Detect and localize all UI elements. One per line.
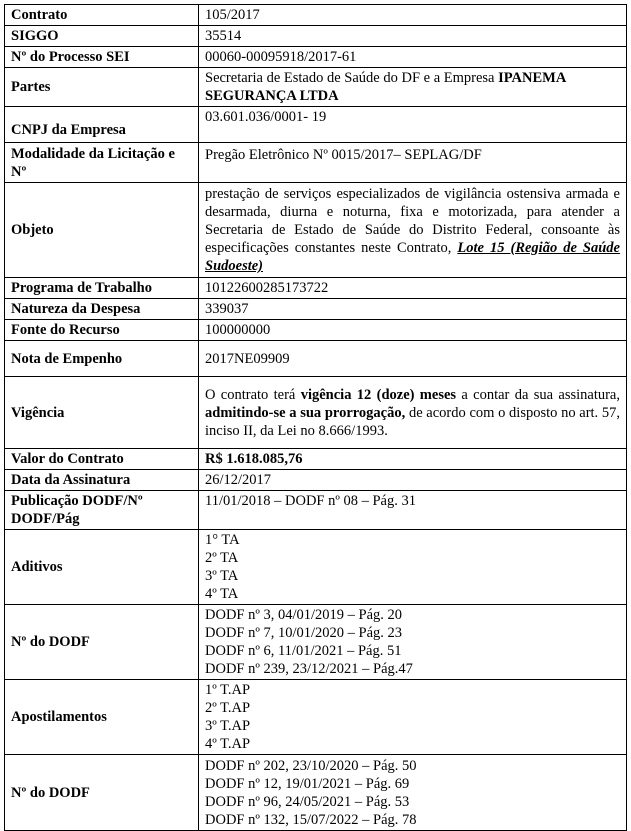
contract-summary-table: [4, 4, 627, 831]
dodf-item: DODF nº 3, 04/01/2019 – Pág. 20: [205, 607, 403, 623]
dodf-item: DODF nº 239, 23/12/2021 – Pág.47: [205, 661, 413, 677]
aditivo-item: 4º TA: [205, 586, 239, 602]
label-natureza: Natureza da Despesa: [5, 299, 199, 320]
dodf-item: DODF nº 202, 23/10/2020 – Pág. 50: [205, 758, 417, 774]
label-vigencia: Vigência: [5, 377, 199, 449]
label-dodf-apostilamentos: Nº do DODF: [5, 755, 199, 831]
value-contrato: 105/2017: [199, 5, 627, 26]
value-modalidade: Pregão Eletrônico Nº 0015/2017– SEPLAG/DF: [199, 143, 627, 183]
vigencia-term: vigência 12 (doze) meses: [300, 386, 457, 403]
value-apostilamentos: [199, 680, 627, 755]
label-cnpj: CNPJ da Empresa: [5, 107, 199, 143]
value-fonte: 100000000: [199, 320, 627, 341]
dodf-item: DODF nº 6, 11/01/2021 – Pág. 51: [205, 643, 402, 659]
row-siggo: [5, 26, 627, 47]
label-valor: Valor do Contrato: [5, 449, 199, 470]
apostilamento-item: 3º T.AP: [205, 718, 251, 734]
apostilamento-item: 1º T.AP: [205, 682, 251, 698]
value-programa: 10122600285173722: [199, 278, 627, 299]
row-cnpj: [5, 107, 627, 143]
label-objeto: Objeto: [5, 183, 199, 278]
row-apostilamentos: [5, 680, 627, 755]
row-aditivos: [5, 530, 627, 605]
partes-text: Secretaria de Estado de Saúde do DF e a Empresa: [205, 70, 499, 86]
value-aditivos: [199, 530, 627, 605]
label-publicacao: Publicação DODF/Nº DODF/Pág: [5, 491, 199, 530]
row-natureza: [5, 299, 627, 320]
label-fonte: Fonte do Recurso: [5, 320, 199, 341]
value-dodf-apostilamentos: [199, 755, 627, 831]
row-objeto: [5, 183, 627, 278]
vigencia-text-3: de acordo com o disposto no art. 57, inciso II, da Lei no 8.666/1993.: [205, 404, 620, 439]
row-programa: [5, 278, 627, 299]
row-valor: [5, 449, 627, 470]
label-partes: Partes: [5, 68, 199, 107]
apostilamento-item: 4º T.AP: [205, 736, 251, 752]
value-cnpj: 03.601.036/0001- 19: [199, 107, 627, 143]
label-modalidade: Modalidade da Licitação e Nº: [5, 143, 199, 183]
value-objeto: [199, 183, 627, 278]
row-assinatura: [5, 470, 627, 491]
apostilamento-item: 2º T.AP: [205, 700, 251, 716]
label-siggo: SIGGO: [5, 26, 199, 47]
value-publicacao: 11/01/2018 – DODF nº 08 – Pág. 31: [199, 491, 627, 530]
row-partes: [5, 68, 627, 107]
row-contrato: [5, 5, 627, 26]
dodf-item: DODF nº 7, 10/01/2020 – Pág. 23: [205, 625, 403, 641]
value-assinatura: 26/12/2017: [199, 470, 627, 491]
row-dodf-apostilamentos: [5, 755, 627, 831]
row-modalidade: [5, 143, 627, 183]
row-publicacao: [5, 491, 627, 530]
row-fonte: [5, 320, 627, 341]
label-apostilamentos: Apostilamentos: [5, 680, 199, 755]
dodf-item: DODF nº 12, 19/01/2021 – Pág. 69: [205, 776, 410, 792]
value-siggo: 35514: [199, 26, 627, 47]
value-dodf-aditivos: [199, 605, 627, 680]
value-natureza: 339037: [199, 299, 627, 320]
vigencia-extension: admitindo-se a sua prorrogação,: [205, 404, 406, 421]
aditivo-item: 2º TA: [205, 550, 239, 566]
value-empenho: 2017NE09909: [199, 341, 627, 377]
label-programa: Programa de Trabalho: [5, 278, 199, 299]
vigencia-text-1: O contrato terá: [205, 386, 301, 403]
objeto-lote: Lote 15 (Região de Saúde Sudoeste): [205, 240, 620, 274]
label-aditivos: Aditivos: [5, 530, 199, 605]
label-dodf-aditivos: Nº do DODF: [5, 605, 199, 680]
value-vigencia: [199, 377, 627, 449]
partes-company: IPANEMA SEGURANÇA LTDA: [205, 70, 566, 104]
aditivo-item: 3º TA: [205, 568, 239, 584]
value-processo: 00060-00095918/2017-61: [199, 47, 627, 68]
dodf-item: DODF nº 96, 24/05/2021 – Pág. 53: [205, 794, 410, 810]
value-valor: R$ 1.618.085,76: [199, 449, 627, 470]
label-empenho: Nota de Empenho: [5, 341, 199, 377]
value-partes: [199, 68, 627, 107]
row-dodf-aditivos: [5, 605, 627, 680]
aditivo-item: 1° TA: [205, 532, 240, 548]
row-empenho: [5, 341, 627, 377]
row-processo: [5, 47, 627, 68]
label-contrato: Contrato: [5, 5, 199, 26]
objeto-text: prestação de serviços especializados de vigilância ostensiva armada e desarmada, diurna e noturna, fixa e motorizada, para atender a Secretaria de Estado de Saúde do Distrito Federal, consoante às especificações constantes neste Contrato,: [205, 186, 620, 256]
label-processo: Nº do Processo SEI: [5, 47, 199, 68]
dodf-item: DODF nº 132, 15/07/2022 – Pág. 78: [205, 812, 417, 828]
row-vigencia: [5, 377, 627, 449]
vigencia-text-2: a contar da sua assinatura,: [456, 386, 620, 403]
label-assinatura: Data da Assinatura: [5, 470, 199, 491]
